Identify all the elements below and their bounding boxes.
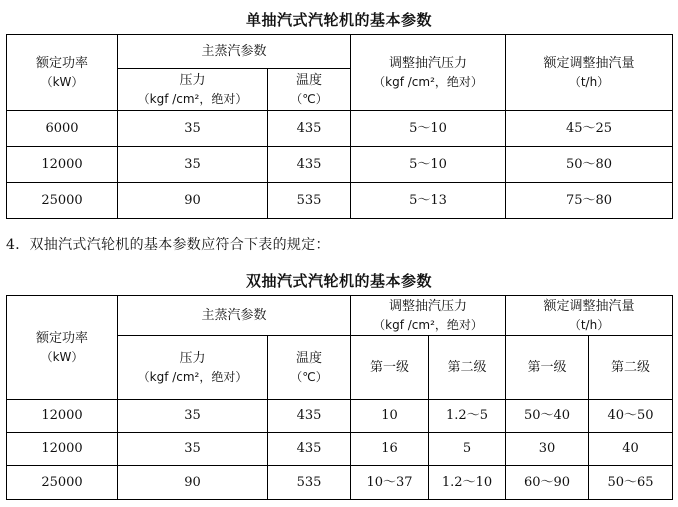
header-main-steam: 主蒸汽参数 <box>118 35 351 69</box>
cell-pressure: 35 <box>118 147 268 183</box>
header-extraction-flow-label: 额定调整抽汽量 <box>543 298 635 314</box>
cell-pressure: 35 <box>118 433 268 466</box>
cell-pressure: 35 <box>118 111 268 147</box>
cell-extraction-flow: 45～25 <box>506 111 673 147</box>
cell-power: 12000 <box>7 400 118 433</box>
cell-power: 12000 <box>7 147 118 183</box>
header-pressure-label: 压力 <box>179 350 206 366</box>
header-extraction-pressure-unit: （kgf /cm²，绝对） <box>373 317 483 332</box>
header-rated-power-label: 额定功率 <box>35 330 88 346</box>
cell-pressure: 35 <box>118 400 268 433</box>
header-rated-power <box>7 35 118 111</box>
header-flow-stage1: 第一级 <box>506 336 589 400</box>
cell-extraction-pressure-stage1: 10 <box>351 400 429 433</box>
header-extraction-pressure <box>351 296 506 336</box>
header-temperature-unit: （℃） <box>290 91 328 106</box>
cell-temperature: 435 <box>268 433 351 466</box>
cell-extraction-flow-stage2: 40～50 <box>589 400 673 433</box>
header-extraction-pressure-label: 调整抽汽压力 <box>389 55 468 71</box>
table2-title: 双抽汽式汽轮机的基本参数 <box>245 272 432 290</box>
header-pressure-label: 压力 <box>179 72 206 88</box>
cell-extraction-pressure: 5～13 <box>351 183 506 219</box>
cell-extraction-pressure: 5～10 <box>351 147 506 183</box>
cell-power: 25000 <box>7 466 118 500</box>
cell-temperature: 535 <box>268 466 351 500</box>
header-extraction-pressure <box>351 35 506 111</box>
header-temperature-unit: （℃） <box>290 369 328 384</box>
header-rated-power <box>7 296 118 400</box>
table-row <box>7 111 673 147</box>
header-pressure-stage2: 第二级 <box>429 336 506 400</box>
cell-extraction-pressure-stage1: 16 <box>351 433 429 466</box>
table1-title: 单抽汽式汽轮机的基本参数 <box>245 11 432 29</box>
header-temperature <box>268 69 351 111</box>
cell-extraction-flow: 50～80 <box>506 147 673 183</box>
header-extraction-pressure-label: 调整抽汽压力 <box>389 298 468 314</box>
header-rated-power-unit: （kW） <box>40 74 84 89</box>
header-extraction-flow-unit: （t/h） <box>568 317 610 332</box>
table-row <box>7 433 673 466</box>
cell-power: 25000 <box>7 183 118 219</box>
table-row <box>7 466 673 500</box>
cell-extraction-pressure-stage2: 1.2～5 <box>429 400 506 433</box>
cell-extraction-flow: 75～80 <box>506 183 673 219</box>
header-pressure <box>118 69 268 111</box>
cell-temperature: 435 <box>268 111 351 147</box>
cell-extraction-flow-stage1: 50～40 <box>506 400 589 433</box>
header-temperature <box>268 336 351 400</box>
table-row <box>7 183 673 219</box>
header-rated-power-label: 额定功率 <box>35 55 88 71</box>
header-pressure-unit: （kgf /cm²，绝对） <box>137 91 248 106</box>
header-pressure-stage1: 第一级 <box>351 336 429 400</box>
header-extraction-flow <box>506 296 673 336</box>
header-main-steam: 主蒸汽参数 <box>118 296 351 336</box>
cell-pressure: 90 <box>118 466 268 500</box>
cell-power: 6000 <box>7 111 118 147</box>
header-extraction-flow-unit: （t/h） <box>568 74 610 89</box>
header-temperature-label: 温度 <box>296 350 323 366</box>
cell-extraction-flow-stage1: 30 <box>506 433 589 466</box>
cell-extraction-flow-stage2: 40 <box>589 433 673 466</box>
cell-extraction-flow-stage2: 50～65 <box>589 466 673 500</box>
header-pressure-unit: （kgf /cm²，绝对） <box>137 369 248 384</box>
header-extraction-flow-label: 额定调整抽汽量 <box>543 55 635 71</box>
cell-extraction-pressure-stage2: 1.2～10 <box>429 466 506 500</box>
header-temperature-label: 温度 <box>296 72 323 88</box>
cell-extraction-pressure: 5～10 <box>351 111 506 147</box>
table-row <box>7 147 673 183</box>
cell-temperature: 435 <box>268 400 351 433</box>
cell-power: 12000 <box>7 433 118 466</box>
paragraph-note: 4．双抽汽式汽轮机的基本参数应符合下表的规定： <box>6 237 330 253</box>
cell-pressure: 90 <box>118 183 268 219</box>
table-row <box>7 400 673 433</box>
double-extraction-table <box>6 295 673 500</box>
header-flow-stage2: 第二级 <box>589 336 673 400</box>
header-pressure <box>118 336 268 400</box>
cell-extraction-flow-stage1: 60～90 <box>506 466 589 500</box>
cell-extraction-pressure-stage1: 10～37 <box>351 466 429 500</box>
cell-temperature: 535 <box>268 183 351 219</box>
cell-temperature: 435 <box>268 147 351 183</box>
single-extraction-table <box>6 34 673 219</box>
header-rated-power-unit: （kW） <box>40 349 84 364</box>
cell-extraction-pressure-stage2: 5 <box>429 433 506 466</box>
header-extraction-flow <box>506 35 673 111</box>
header-extraction-pressure-unit: （kgf /cm²，绝对） <box>373 74 483 89</box>
